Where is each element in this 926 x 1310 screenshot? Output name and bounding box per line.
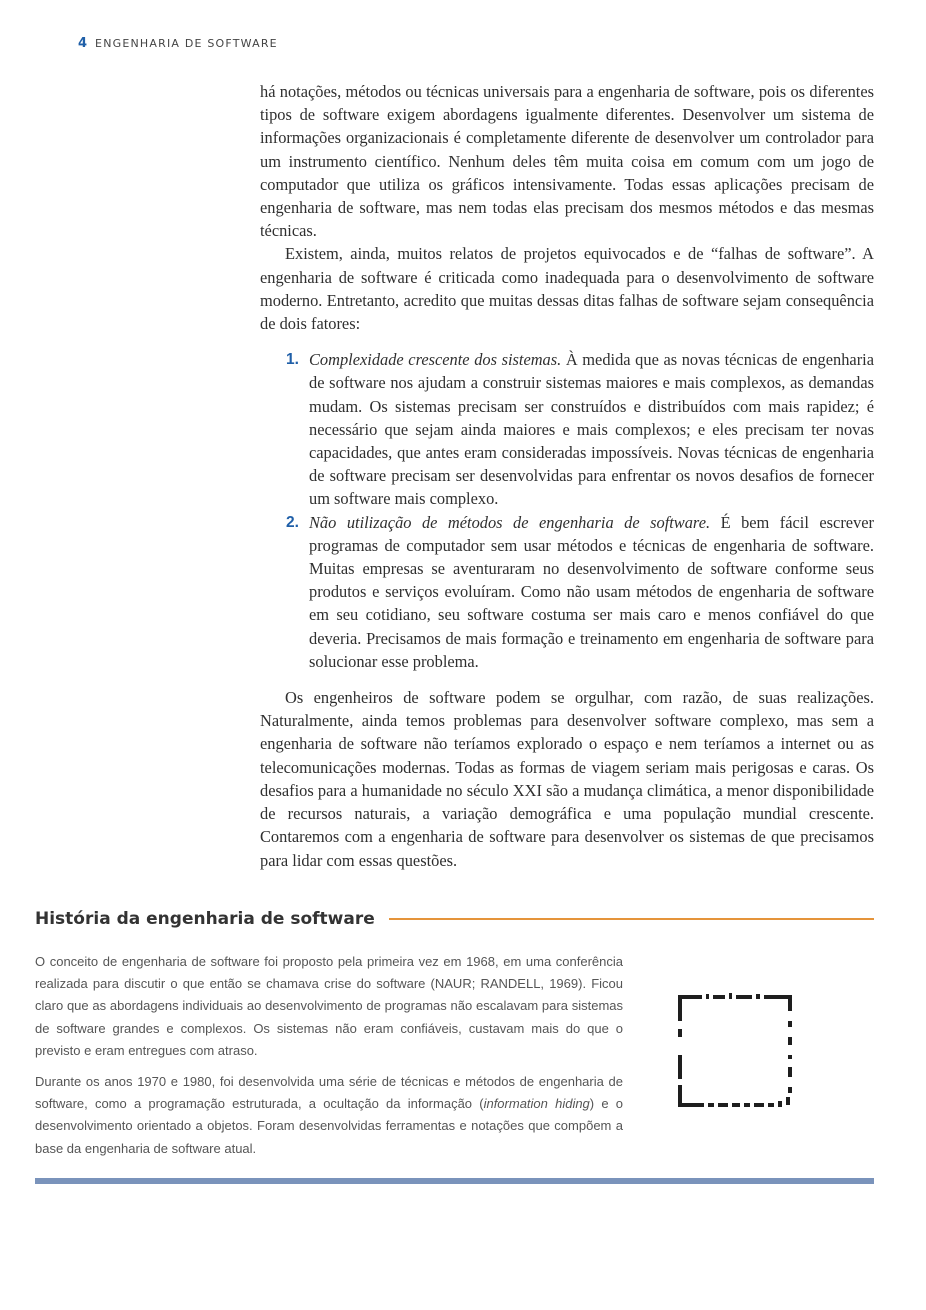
history-text-before: Durante os anos 1970 e 1980, foi desenvolvida uma série de técnicas e métodos de engenharia de software, como a programação estruturada, a ocultação da informação ( [35, 1074, 623, 1112]
list-item-lead: Complexidade crescente dos sistemas. [309, 350, 562, 370]
history-text-after: ) e o desenvolvimento orientado a objetos. Foram desenvolvidas ferramentas e notações que compõem a base da engenharia de software atual. [35, 1096, 623, 1156]
list-item-lead: Não utilização de métodos de engenharia de software. [309, 512, 711, 532]
list-number: 1. [286, 351, 299, 369]
list-item [260, 348, 874, 510]
list-item [260, 511, 874, 673]
qr-code-placeholder-icon [676, 993, 794, 1109]
running-title: ENGENHARIA DE SOFTWARE [95, 37, 278, 50]
main-body [260, 80, 874, 872]
list-number: 2. [286, 513, 299, 531]
numbered-list [260, 348, 874, 673]
title-divider [389, 918, 874, 920]
body-paragraph-2: Existem, ainda, muitos relatos de projetos equivocados e de “falhas de software”. A engenharia de software é criticada como inadequada para o desenvolvimento de software moderno. Entretanto, acredito que muitas dessas ditas falhas de software sejam consequência de dois fatores: [260, 244, 874, 334]
list-item-text: É bem fácil escrever programas de computador sem usar métodos e técnicas de engenharia de software. Muitas empresas se aventuraram no desenvolvimento de software conforme seus produtos e serviços evoluíram. Como não usam métodos de engenharia de software em seu cotidiano, seu software costuma ser mais caro e menos confiável do que deveria. Precisamos de mais formação e treinamento em engenharia de software para solucionar esse problema. [309, 512, 874, 671]
history-box-text [35, 951, 623, 1169]
running-header [78, 36, 278, 51]
body-paragraph-1: há notações, métodos ou técnicas universais para a engenharia de software, pois os diferentes tipos de software exigem abordagens igualmente diferentes. Desenvolver um sistema de informações organizacionais é completamente diferente de desenvolver um controlador para um instrumento científico. Nenhum deles têm muita coisa em comum com um jogo de computador que utiliza os gráficos intensivamente. Todas essas aplicações precisam de engenharia de software, mas nem todas elas precisam dos mesmos métodos e das mesmas técnicas. [260, 82, 874, 241]
history-box-title: História da engenharia de software [35, 909, 375, 929]
history-paragraph-2 [35, 1071, 623, 1160]
list-item-text: À medida que as novas técnicas de engenharia de software nos ajudam a construir sistemas maiores e mais complexos, as demandas mudam. Os sistemas precisam ser construídos e distribuídos com mais rapidez; é necessário que sejam ainda maiores e mais complexos; e eles precisam ter novas capacidades, que antes eram consideradas impossíveis. Novas técnicas de engenharia de software precisam ser desenvolvidas para enfrentar os novos desafios de fornecer um software mais complexo. [309, 350, 874, 509]
page-number: 4 [78, 36, 88, 51]
body-paragraph-3: Os engenheiros de software podem se orgulhar, com razão, de suas realizações. Naturalmente, ainda temos problemas para desenvolver software complexo, mas sem a engenharia de software não teríamos explorado o espaço e nem teríamos a internet ou as telecomunicações modernas. Todas as formas de viagem seriam mais perigosas e caras. Os desafios para a humanidade no século XXI são a mudança climática, a menor disponibilidade de recursos naturais, a variação demográfica e uma população mundial crescente. Contaremos com a engenharia de software para desenvolver os sistemas de que precisamos para lidar com essas questões. [260, 688, 874, 870]
history-text-emphasis: information hiding [483, 1096, 590, 1112]
history-box-header [35, 909, 874, 929]
history-paragraph-1: O conceito de engenharia de software foi proposto pela primeira vez em 1968, em uma conferência realizada para discutir o que então se chamava crise do software (NAUR; RANDELL, 1969). Ficou claro que as abordagens individuais ao desenvolvimento de programas não escalavam para sistemas de software grandes e complexos. Os sistemas não eram confiáveis, custavam mais do que o previsto e eram entregues com atraso. [35, 954, 623, 1058]
bottom-rule [35, 1178, 874, 1184]
